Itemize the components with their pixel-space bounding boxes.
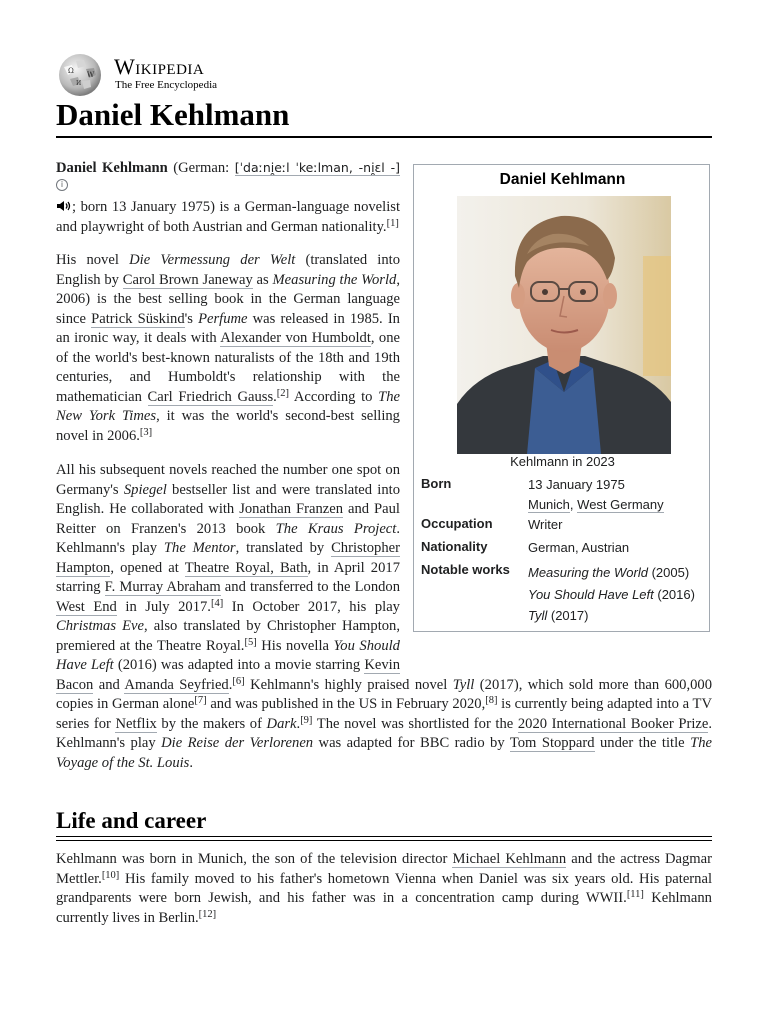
- text-run: and the actress Dagmar Mettler.: [56, 851, 712, 887]
- play-title-mentor: The Mentor: [163, 540, 236, 556]
- occupation-label: Occupation: [421, 516, 493, 531]
- link-christopher-hampton[interactable]: Christopher Hampton: [56, 540, 400, 576]
- text-run: is currently being adapted into a TV series for: [56, 696, 713, 732]
- play-title-reise: Die Reise der Verlorenen: [161, 735, 314, 751]
- text-run: and was published in the US in February 2020,: [206, 696, 486, 712]
- text-run: (translated into English by: [56, 252, 401, 288]
- ref-9[interactable]: [9]: [300, 714, 313, 726]
- text-run: 's: [184, 310, 199, 327]
- link-kevin-bacon[interactable]: Kevin Bacon: [56, 657, 400, 693]
- text-run: , translated by: [235, 540, 332, 556]
- text-run: was released in 1985. In an ironic way, it deals with: [56, 310, 400, 346]
- work-year: (2017): [547, 608, 589, 623]
- link-patrick-suskind[interactable]: Patrick Süskind: [91, 310, 185, 327]
- born-date: 13 January 1975: [528, 477, 625, 492]
- wikipedia-wordmark[interactable]: Wikipedia: [114, 54, 205, 79]
- intro-text: ; born 13 January 1975) is a German-language novelist and playwright of both Austrian and German nationality.: [56, 199, 400, 235]
- text-run: and: [93, 676, 125, 693]
- text-run: , opened at: [110, 559, 185, 576]
- svg-text:И: И: [76, 80, 82, 87]
- link-tom-stoppard[interactable]: Tom Stoppard: [509, 735, 595, 751]
- link-new-york-times[interactable]: The New York Times: [56, 388, 400, 424]
- text-run: . Kehlmann's play: [56, 520, 400, 556]
- text-run: His novella: [256, 637, 334, 654]
- text-run: .: [189, 754, 194, 771]
- link-jonathan-franzen[interactable]: Jonathan Franzen: [239, 501, 344, 517]
- text-run: under the title: [594, 735, 691, 751]
- subject-name: Daniel Kehlmann: [56, 160, 168, 176]
- infobox-float-spacer: [400, 461, 712, 658]
- text-run: in July 2017.: [116, 598, 211, 615]
- radio-title-voyage: The Voyage of the St. Louis: [56, 735, 712, 771]
- photo-caption: Kehlmann in 2023: [510, 454, 615, 469]
- link-2020-international-booker-prize[interactable]: 2020 International Booker Prize: [517, 715, 709, 732]
- ref-11[interactable]: [11]: [626, 889, 644, 900]
- link-michael-kehlmann[interactable]: Michael Kehlmann: [452, 851, 567, 867]
- text-run: .: [273, 388, 277, 405]
- link-carl-friedrich-gauss[interactable]: Carl Friedrich Gauss: [147, 388, 274, 405]
- text-run: , in April 2017 starring: [56, 559, 400, 595]
- nationality-label: Nationality: [421, 539, 488, 554]
- page-title: Daniel Kehlmann: [56, 97, 290, 132]
- text-run: In October 2017, his play: [223, 598, 400, 615]
- text-run: His family moved to his father's hometown Vienna when Daniel was six years old. His paternal grandparents were born Jewish, and his father was in a concentration camp during WWII.: [56, 870, 712, 906]
- svg-text:W: W: [87, 71, 95, 79]
- link-west-end[interactable]: West End: [56, 598, 117, 615]
- ref-1[interactable]: [1]: [386, 217, 399, 229]
- ref-3[interactable]: [3]: [139, 426, 153, 438]
- text-run: and transferred to the London: [220, 579, 401, 595]
- text-run: Kehlmann currently lives in Berlin.: [56, 890, 712, 926]
- ref-7[interactable]: [7]: [194, 695, 207, 706]
- occupation-value: Writer: [528, 517, 563, 532]
- info-icon[interactable]: i: [56, 179, 68, 191]
- play-title-christmas-eve: Christmas Eve: [56, 618, 145, 634]
- born-country-link[interactable]: West Germany: [577, 497, 664, 512]
- svg-text:Ω: Ω: [68, 67, 74, 75]
- text-run: , one of the world's best-known naturalists of the 18th and 19th centuries, and Humboldt's relationship with the mathematician: [56, 330, 400, 405]
- ref-12[interactable]: [12]: [198, 908, 217, 920]
- intro-paragraph: [56, 158, 400, 237]
- life-paragraph: [56, 850, 712, 928]
- text-run: (2016) was adapted into a movie starring: [113, 657, 365, 673]
- section-heading-life-and-career: Life and career: [56, 808, 207, 833]
- wikipedia-globe-icon[interactable]: [56, 53, 104, 97]
- ref-4[interactable]: [4]: [210, 597, 224, 609]
- text-run: His novel: [56, 252, 130, 268]
- text-run: .: [296, 715, 301, 732]
- born-city-link[interactable]: Munich: [528, 497, 570, 512]
- link-you-should-have-left[interactable]: You Should Have Left: [56, 637, 400, 673]
- text-run: According to: [289, 388, 379, 405]
- link-tyll[interactable]: Tyll: [452, 676, 475, 693]
- link-carol-brown-janeway[interactable]: Carol Brown Janeway: [122, 271, 253, 288]
- link-measuring-the-world[interactable]: Measuring the World: [272, 271, 397, 288]
- work-link-you-should-have-left[interactable]: You Should Have Left: [528, 586, 654, 602]
- link-dark[interactable]: Dark: [266, 715, 297, 732]
- link-f-murray-abraham[interactable]: F. Murray Abraham: [104, 579, 221, 595]
- link-perfume[interactable]: Perfume: [198, 310, 248, 327]
- novel-paragraph: [56, 251, 400, 446]
- text-run: bestseller list and were translated into English. He collaborated with: [56, 481, 400, 517]
- wikipedia-tagline: The Free Encyclopedia: [115, 79, 218, 91]
- text-run: was adapted for BBC radio by: [313, 735, 510, 751]
- notable-works-label: Notable works: [421, 562, 510, 577]
- link-theatre-royal-bath[interactable]: Theatre Royal, Bath: [184, 559, 308, 576]
- text-run: All his subsequent novels reached the number one spot on Germany's: [56, 462, 400, 498]
- text-run: by the makers of: [156, 715, 267, 732]
- born-separator: ,: [569, 497, 578, 512]
- text-run: and Paul Reitter on Franzen's 2013 book: [56, 501, 400, 537]
- infobox-title: Daniel Kehlmann: [499, 171, 626, 188]
- portrait-photo[interactable]: [457, 196, 671, 454]
- link-alexander-von-humboldt[interactable]: Alexander von Humboldt: [220, 330, 371, 346]
- text-run: .: [228, 676, 233, 693]
- title-divider: [56, 136, 712, 138]
- link-spiegel[interactable]: Spiegel: [123, 481, 167, 498]
- ref-5[interactable]: [5]: [244, 636, 257, 648]
- work-link-tyll[interactable]: Tyll: [528, 608, 548, 623]
- nationality-value: German, Austrian: [528, 540, 630, 555]
- section-divider: [56, 836, 712, 841]
- novel-title: Die Vermessung der Welt: [129, 252, 296, 268]
- work-year: (2005): [647, 565, 690, 580]
- text-run: , it was the world's second-best selling novel in 2006.: [56, 408, 400, 444]
- link-amanda-seyfried[interactable]: Amanda Seyfried: [124, 676, 229, 693]
- ref-8[interactable]: [8]: [485, 695, 498, 706]
- link-the-kraus-project[interactable]: The Kraus Project: [275, 520, 397, 537]
- text-run: . Kehlmann's play: [56, 715, 712, 751]
- text-run: , 2006) is the best selling book in the German language since: [56, 271, 400, 327]
- text-run: Kehlmann was born in Munich, the son of the television director: [56, 851, 453, 867]
- born-label: Born: [421, 476, 452, 491]
- work-link-measuring[interactable]: Measuring the World: [528, 565, 648, 580]
- ref-10[interactable]: [10]: [101, 869, 120, 881]
- text-run: Kehlmann's highly praised novel: [244, 676, 453, 693]
- text-run: (2017), which sold more than 600,000 copies in German alone: [56, 676, 712, 712]
- work-year: (2016): [653, 586, 695, 602]
- text-run: as: [252, 271, 273, 288]
- ref-6[interactable]: [6]: [232, 675, 245, 687]
- speaker-icon[interactable]: [56, 200, 72, 212]
- lang-note: (German:: [167, 160, 235, 176]
- text-run: , also translated by Christopher Hampton, premiered at the Theatre Royal.: [56, 618, 400, 654]
- career-works-paragraph: [56, 461, 712, 773]
- ipa-pronunciation[interactable]: [ˈdaːni̯eːl ˈkeːlman, -ni̯ɛl -]: [234, 160, 401, 175]
- text-run: The novel was shortlisted for the: [312, 715, 518, 732]
- ref-2[interactable]: [2]: [276, 387, 290, 399]
- link-netflix[interactable]: Netflix: [115, 715, 157, 732]
